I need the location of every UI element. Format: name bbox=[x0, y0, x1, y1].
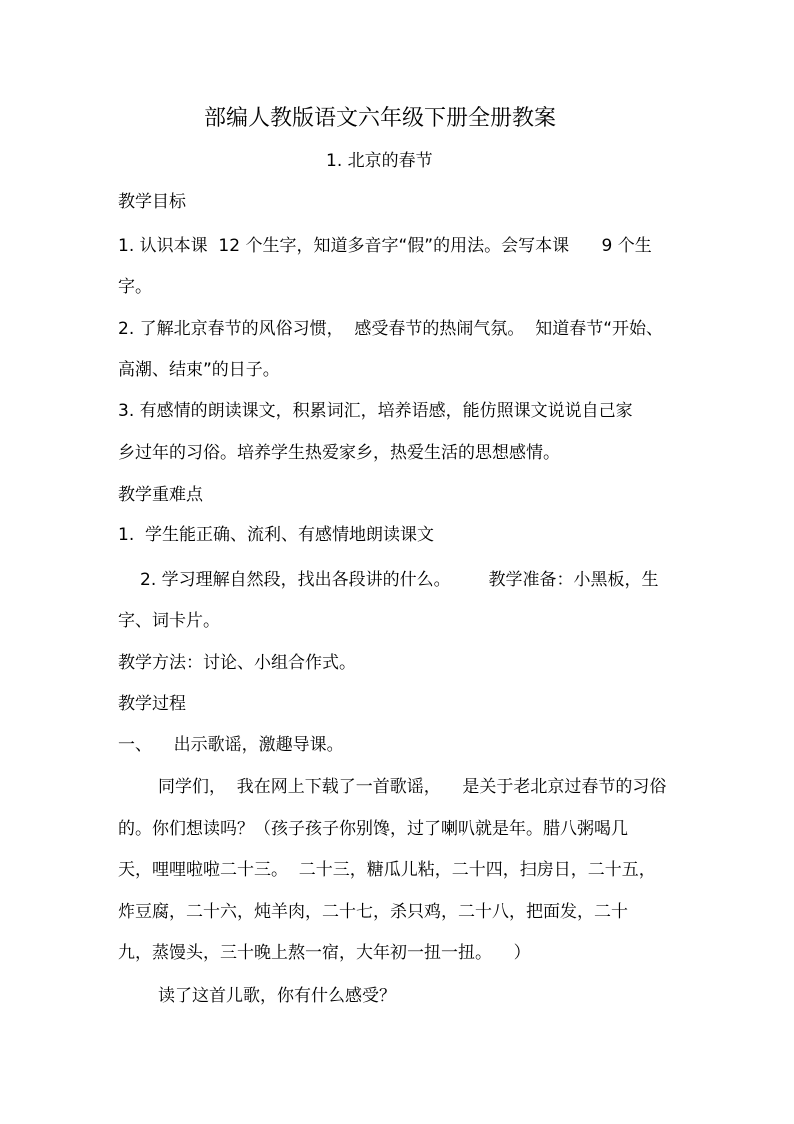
body-line: 字、词卡片。 bbox=[118, 611, 220, 631]
body-line: 字。 bbox=[118, 277, 152, 297]
body-line: 高潮、结束”的日子。 bbox=[118, 360, 280, 380]
body-line: 同学们， 我在网上下载了一首歌谣， 是关于老北京过春节的习俗 bbox=[158, 777, 667, 797]
body-line: 1. 认识本课 12 个生字，知道多音字“假”的用法。会写本课 9 个生 bbox=[118, 236, 652, 256]
teaching-method-line: 教学方法：讨论、小组合作式。 bbox=[118, 653, 356, 673]
body-line: 1. 学生能正确、流利、有感情地朗读课文 bbox=[118, 525, 435, 545]
document-title: 部编人教版语文六年级下册全册教案 bbox=[204, 106, 557, 131]
section-heading-process: 教学过程 bbox=[118, 694, 186, 714]
body-line: 的。你们想读吗？（孩子孩子你别馋，过了喇叭就是年。腊八粥喝几 bbox=[118, 819, 628, 839]
body-line: 乡过年的习俗。培养学生热爱家乡，热爱生活的思想感情。 bbox=[118, 443, 560, 463]
body-line: 读了这首儿歌，你有什么感受？ bbox=[158, 986, 396, 1006]
body-line: 3. 有感情的朗读课文，积累词汇，培养语感，能仿照课文说说自己家 bbox=[118, 401, 633, 421]
body-line: 2. 学习理解自然段，找出各段讲的什么。 教学准备：小黑板，生 bbox=[140, 570, 659, 590]
step-heading: 一、 出示歌谣，激趣导课。 bbox=[118, 735, 344, 755]
body-line: 天，哩哩啦啦二十三。 二十三，糖瓜儿粘，二十四，扫房日，二十五， bbox=[118, 860, 656, 880]
section-heading-objectives: 教学目标 bbox=[118, 192, 186, 212]
lesson-title: 1. 北京的春节 bbox=[326, 151, 433, 171]
body-line: 九，蒸馒头，三十晚上熬一宿，大年初一扭一扭。 ） bbox=[118, 943, 531, 963]
section-heading-key-points: 教学重难点 bbox=[118, 485, 203, 505]
body-line: 2. 了解北京春节的风俗习惯， 感受春节的热闹气氛。 知道春节“开始、 bbox=[118, 319, 664, 339]
body-line: 炸豆腐，二十六，炖羊肉，二十七，杀只鸡，二十八，把面发，二十 bbox=[118, 902, 628, 922]
